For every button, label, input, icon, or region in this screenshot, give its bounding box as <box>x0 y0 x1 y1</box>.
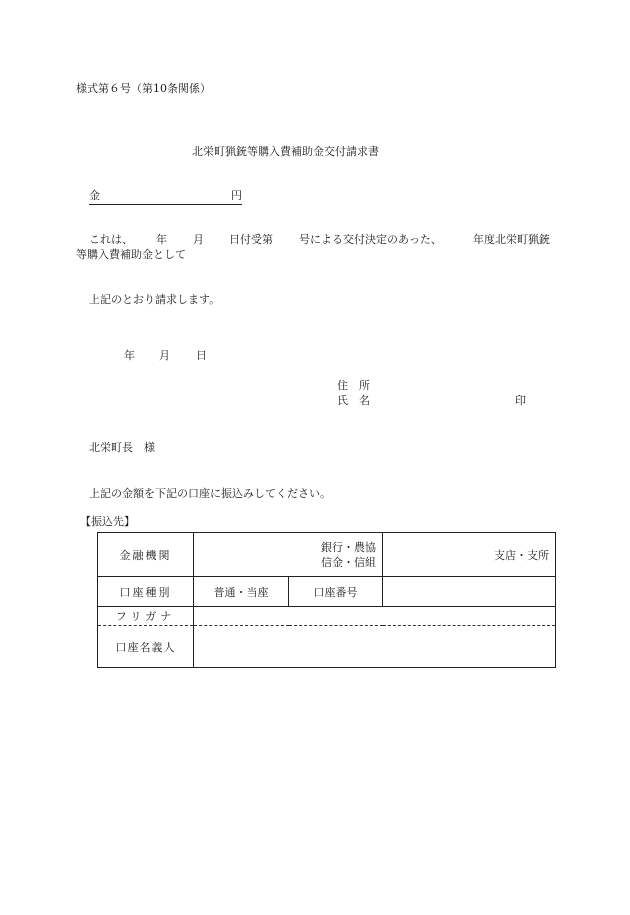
bank-type-cell[interactable] <box>194 533 383 577</box>
account-number-field[interactable] <box>383 577 556 607</box>
date-year: 年 <box>124 349 135 362</box>
address-label: 住 所 <box>337 379 370 392</box>
body-fiscal-year: 年度北栄町猟銃 <box>473 233 550 246</box>
body-month: 月 <box>193 233 204 246</box>
furigana-label: フリガナ <box>98 607 194 626</box>
body-number-phrase: 号による交付決定のあった、 <box>299 233 442 246</box>
body-day-decision: 日付受第 <box>229 233 273 246</box>
addressee: 北栄町長 様 <box>89 441 155 454</box>
transfer-request: 上記の金額を下記の口座に振込みしてください。 <box>89 487 331 500</box>
amount-prefix: 金 <box>89 189 100 202</box>
body-year: 年 <box>156 233 167 246</box>
date-month: 月 <box>159 349 170 362</box>
institution-label: 金融機関 <box>98 533 194 577</box>
furigana-row <box>98 607 556 626</box>
holder-row <box>98 626 556 668</box>
holder-label: 口座名義人 <box>98 626 194 668</box>
holder-field[interactable] <box>194 626 556 668</box>
amount-suffix: 円 <box>231 189 242 202</box>
account-type-row <box>98 577 556 607</box>
account-type-label: 口座種別 <box>98 577 194 607</box>
name-label: 氏 名 <box>337 394 370 407</box>
bank-account-table <box>97 532 556 668</box>
form-number: 様式第６号（第10条関係） <box>76 82 211 95</box>
page-title: 北栄町猟銃等購入費補助金交付請求書 <box>192 145 379 158</box>
body-line1-start: これは、 <box>89 233 133 246</box>
branch-type-cell[interactable]: 支店・支所 <box>383 533 556 577</box>
request-statement: 上記のとおり請求します。 <box>89 293 221 306</box>
body-line2: 等購入費補助金として <box>76 248 186 261</box>
seal-mark: 印 <box>515 394 526 407</box>
bank-types-line2: 信金・信組 <box>321 555 376 569</box>
account-type-options[interactable]: 普通・当座 <box>194 577 289 607</box>
institution-row <box>98 533 556 577</box>
bank-types-line1: 銀行・農協 <box>321 540 376 554</box>
account-number-label: 口座番号 <box>289 577 383 607</box>
amount-line <box>89 190 242 205</box>
furigana-field[interactable] <box>194 607 556 626</box>
transfer-heading: 【振込先】 <box>80 515 135 528</box>
date-day: 日 <box>196 349 207 362</box>
